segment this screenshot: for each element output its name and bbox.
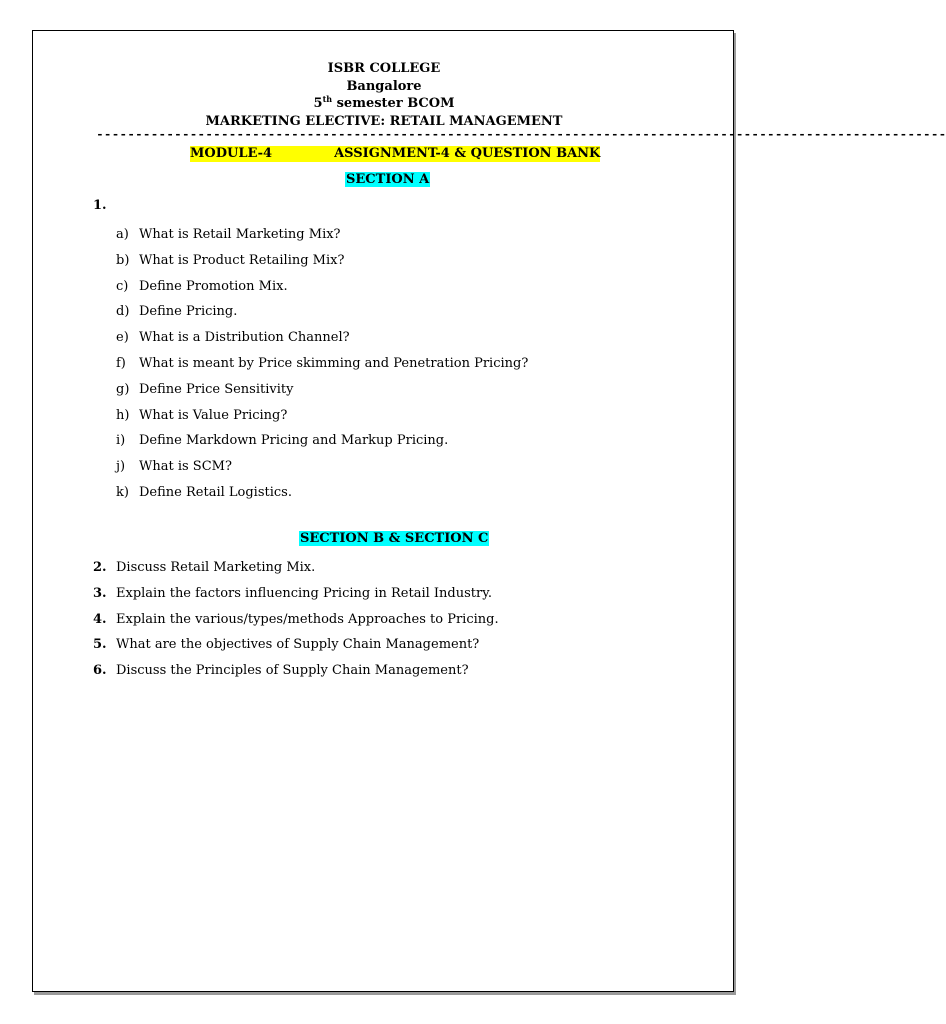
- list-item: 6. Discuss the Principles of Supply Chain Management?: [93, 663, 469, 679]
- list-item: i) Define Markdown Pricing and Markup Pricing.: [116, 433, 449, 449]
- course-title: MARKETING ELECTIVE: RETAIL MANAGEMENT: [205, 113, 563, 129]
- document-header: [32, 60, 736, 130]
- list-item: c) Define Promotion Mix.: [116, 278, 288, 294]
- section-bc-title: SECTION B & SECTION C: [300, 531, 489, 546]
- list-item: g) Define Price Sensitivity: [116, 381, 294, 397]
- list-item: 2. Discuss Retail Marketing Mix.: [93, 560, 316, 575]
- list-item: f) What is meant by Price skimming and Penetration Pricing?: [116, 355, 529, 371]
- list-item: e) What is a Distribution Channel?: [116, 330, 350, 346]
- list-item: b) What is Product Retailing Mix?: [116, 252, 345, 268]
- college-city: Bangalore: [346, 78, 422, 94]
- list-item: h) What is Value Pricing?: [116, 407, 288, 423]
- section-a-list: [116, 222, 528, 506]
- module-line: [190, 146, 600, 162]
- module-highlight: [190, 146, 600, 162]
- module-label: MODULE-4: [190, 146, 273, 161]
- list-item: 3. Explain the factors influencing Pricing in Retail Industry.: [93, 585, 492, 601]
- list-item: d) Define Pricing.: [116, 304, 238, 320]
- semester-ordinal: th: [322, 94, 333, 104]
- list-item: a) What is Retail Marketing Mix?: [116, 227, 341, 242]
- list-item: j) What is SCM?: [116, 459, 232, 475]
- separator-line: -------------------------------------------------------------------------------------------------------------: [96, 127, 946, 142]
- college-name: ISBR COLLEGE: [327, 61, 441, 76]
- assignment-label: ASSIGNMENT-4 & QUESTION BANK: [334, 146, 601, 161]
- list-item: k) Define Retail Logistics.: [116, 484, 292, 500]
- semester-text: semester BCOM: [332, 96, 455, 111]
- section-a-title: SECTION A: [346, 172, 430, 187]
- section-bc-list: [93, 555, 499, 684]
- list-item: 5. What are the objectives of Supply Chain Management?: [93, 637, 480, 653]
- semester-number: 5: [313, 96, 323, 111]
- list-item: 4. Explain the various/types/methods Approaches to Pricing.: [93, 611, 499, 627]
- semester-line: [32, 95, 736, 113]
- question-number: 1.: [93, 198, 107, 213]
